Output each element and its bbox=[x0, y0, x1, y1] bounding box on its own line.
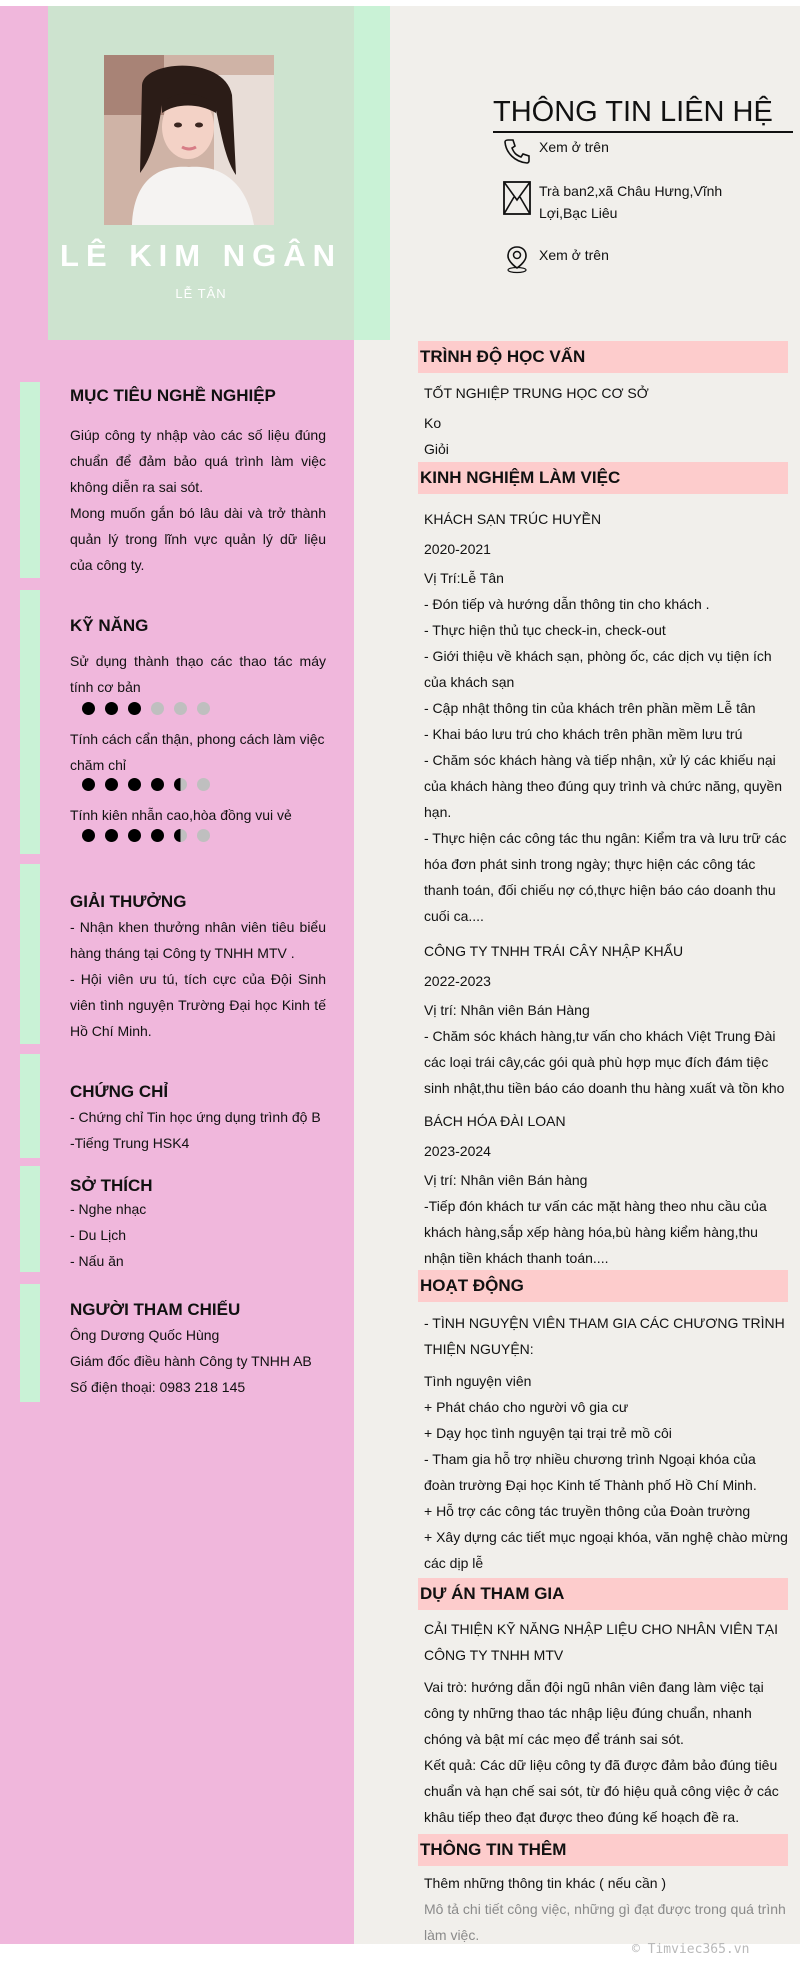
job-period: 2020-2021 bbox=[424, 541, 491, 557]
header-strip bbox=[354, 6, 390, 340]
rating-dot bbox=[174, 829, 187, 842]
activities-heading: HOẠT ĐỘNG bbox=[418, 1270, 788, 1302]
certificate-item-1: - Chứng chỉ Tin học ứng dụng trình độ B bbox=[70, 1109, 321, 1125]
activity-line: + Hỗ trợ các công tác truyền thông của Đoàn trường bbox=[424, 1503, 751, 1519]
location-pin-icon bbox=[502, 244, 532, 274]
contact-location: Xem ở trên bbox=[539, 247, 609, 263]
watermark: © Timviec365.vn bbox=[632, 1942, 750, 1957]
rating-dot bbox=[105, 702, 118, 715]
job-period: 2023-2024 bbox=[424, 1143, 491, 1159]
skill-label-3: Tính kiên nhẫn cao,hòa đồng vui vẻ bbox=[70, 807, 292, 823]
activity-line: + Phát cháo cho người vô gia cư bbox=[424, 1399, 629, 1415]
activity-line: Tình nguyện viên bbox=[424, 1373, 532, 1389]
award-item-2: - Hội viên ưu tú, tích cực của Đội Sinh viên tình nguyện Trường Đại học Kinh tế Hồ Chí Minh. bbox=[70, 971, 326, 1039]
job-detail: - Giới thiệu về khách sạn, phòng ốc, các dịch vụ tiện ích của khách sạn bbox=[424, 648, 772, 690]
reference-phone: Số điện thoại: 0983 218 145 bbox=[70, 1379, 246, 1395]
activity-line: + Xây dựng các tiết mục ngoại khóa, văn nghệ chào mừng các dịp lễ bbox=[424, 1529, 788, 1571]
section-accent-bar bbox=[20, 1284, 40, 1402]
project-name: CẢI THIỆN KỸ NĂNG NHẬP LIỆU CHO NHÂN VIÊN TẠI CÔNG TY TNHH MTV bbox=[424, 1621, 778, 1663]
education-school: TỐT NGHIỆP TRUNG HỌC CƠ SỞ bbox=[424, 385, 649, 401]
job-detail: - Chăm sóc khách hàng,tư vấn cho khách Việt Trung Đài các loại trái cây,các gói quà phù hợp mục đích đám tiệc sinh nhật,thu tiền báo cáo doanh thu hàng xuất và tồn kho bbox=[424, 1028, 785, 1096]
rating-dot bbox=[197, 829, 210, 842]
skill-rating-3 bbox=[82, 829, 210, 842]
contact-phone: Xem ở trên bbox=[539, 139, 609, 155]
job-period: 2022-2023 bbox=[424, 973, 491, 989]
rating-dot bbox=[128, 702, 141, 715]
contact-location-row bbox=[502, 244, 762, 274]
rating-dot bbox=[105, 778, 118, 791]
certificates-title: CHỨNG CHỈ bbox=[70, 1082, 169, 1101]
job-company: BÁCH HÓA ĐÀI LOAN bbox=[424, 1113, 566, 1129]
skill-label-1: Sử dụng thành thạo các thao tác máy tính cơ bản bbox=[70, 653, 326, 695]
experience-heading: KINH NGHIỆM LÀM VIỆC bbox=[418, 462, 788, 494]
extra-info-line-1: Thêm những thông tin khác ( nếu cần ) bbox=[424, 1875, 667, 1891]
section-accent-bar bbox=[20, 1166, 40, 1272]
objective-para-2: Mong muốn gắn bó lâu dài và trở thành quản lý trong lĩnh vực quản lý dữ liệu của công ty. bbox=[70, 505, 326, 573]
extra-info-line-2: Mô tả chi tiết công việc, những gì đạt được trong quá trình làm việc. bbox=[424, 1901, 786, 1943]
rating-dot bbox=[82, 778, 95, 791]
hobby-item-3: - Nấu ăn bbox=[70, 1253, 124, 1269]
avatar bbox=[104, 55, 274, 225]
skill-rating-1 bbox=[82, 702, 210, 715]
job-detail: - Thực hiện các công tác thu ngân: Kiểm tra và lưu trữ các hóa đơn phát sinh trong ngày; thực hiện các công tác thanh toán, đối chiếu nợ có,thực hiện báo cáo doanh thu cuối ca.... bbox=[424, 830, 787, 924]
job-position: Vị Trí:Lễ Tân bbox=[424, 570, 504, 586]
awards-title: GIẢI THƯỞNG bbox=[70, 892, 187, 911]
job-position: Vị trí: Nhân viên Bán hàng bbox=[424, 1172, 588, 1188]
rating-dot bbox=[174, 702, 187, 715]
rating-dot bbox=[128, 829, 141, 842]
section-accent-bar bbox=[20, 590, 40, 854]
candidate-role: LỄ TÂN bbox=[175, 286, 227, 301]
address-line-2: Lợi,Bạc Liêu bbox=[539, 205, 618, 221]
section-accent-bar bbox=[20, 864, 40, 1044]
section-accent-bar bbox=[20, 1054, 40, 1158]
objective-title: MỤC TIÊU NGHỀ NGHIỆP bbox=[70, 386, 276, 405]
job-detail: - Khai báo lưu trú cho khách trên phần mềm lưu trú bbox=[424, 726, 743, 742]
skills-title: KỸ NĂNG bbox=[70, 616, 149, 635]
address-line-1: Trà ban2,xã Châu Hưng,Vĩnh bbox=[539, 183, 723, 199]
rating-dot bbox=[197, 702, 210, 715]
hobby-item-1: - Nghe nhạc bbox=[70, 1201, 147, 1217]
reference-name: Ông Dương Quốc Hùng bbox=[70, 1327, 220, 1343]
job-company: KHÁCH SẠN TRÚC HUYỀN bbox=[424, 511, 602, 527]
job-company: CÔNG TY TNHH TRÁI CÂY NHẬP KHẨU bbox=[424, 943, 684, 959]
education-grade: Giỏi bbox=[424, 441, 449, 457]
candidate-name: LÊ KIM NGÂN bbox=[60, 238, 342, 273]
reference-position: Giám đốc điều hành Công ty TNHH AB bbox=[70, 1353, 312, 1369]
skill-rating-2 bbox=[82, 778, 210, 791]
hobby-item-2: - Du Lịch bbox=[70, 1227, 127, 1243]
rating-dot bbox=[105, 829, 118, 842]
rating-dot bbox=[151, 702, 164, 715]
project-role: Vai trò: hướng dẫn đội ngũ nhân viên đang làm việc tại công ty những thao tác nhập liệu đúng chuẩn, nhanh chóng và bật mí các mẹo để tránh sai sót. bbox=[424, 1679, 764, 1747]
certificate-item-2: -Tiếng Trung HSK4 bbox=[70, 1135, 190, 1151]
education-heading: TRÌNH ĐỘ HỌC VẤN bbox=[418, 341, 788, 373]
objective-para-1: Giúp công ty nhập vào các số liệu đúng chuẩn để đảm bảo quá trình làm việc không diễn ra sai sót. bbox=[70, 427, 326, 495]
rating-dot bbox=[151, 829, 164, 842]
contact-address-row bbox=[502, 180, 762, 224]
job-position: Vị trí: Nhân viên Bán Hàng bbox=[424, 1002, 590, 1018]
contact-address bbox=[539, 180, 722, 224]
mail-icon bbox=[502, 180, 532, 216]
project-result: Kết quả: Các dữ liệu công ty đã được đảm bảo đúng tiêu chuẩn và hạn chế sai sót, từ đó hiệu quả công việc ở các khâu tiếp theo đạt được theo đúng kế hoạch đề ra. bbox=[424, 1757, 779, 1825]
phone-icon bbox=[502, 136, 532, 166]
rating-dot bbox=[82, 829, 95, 842]
hobbies-title: SỞ THÍCH bbox=[70, 1176, 153, 1195]
section-accent-bar bbox=[20, 382, 40, 578]
job-detail: - Thực hiện thủ tục check-in, check-out bbox=[424, 622, 666, 638]
rating-dot bbox=[82, 702, 95, 715]
job-detail: - Đón tiếp và hướng dẫn thông tin cho khách . bbox=[424, 596, 710, 612]
contact-phone-row bbox=[502, 136, 762, 166]
rating-dot bbox=[197, 778, 210, 791]
job-detail: - Chăm sóc khách hàng và tiếp nhận, xử lý các khiếu nại của khách hàng theo đúng quy trình và chức năng, quyền hạn. bbox=[424, 752, 783, 820]
contact-title: THÔNG TIN LIÊN HỆ bbox=[493, 96, 793, 133]
rating-dot bbox=[174, 778, 187, 791]
references-title: NGƯỜI THAM CHIẾU bbox=[70, 1300, 241, 1319]
portrait-image bbox=[104, 55, 274, 225]
rating-dot bbox=[151, 778, 164, 791]
award-item-1: - Nhận khen thưởng nhân viên tiêu biểu hàng tháng tại Công ty TNHH MTV . bbox=[70, 919, 326, 961]
activity-line: - Tham gia hỗ trợ nhiều chương trình Ngoại khóa của đoàn trường Đại học Kinh tế Thành phố Hồ Chí Minh. bbox=[424, 1451, 757, 1493]
job-detail: -Tiếp đón khách tư vấn các mặt hàng theo nhu cầu của khách hàng,sắp xếp hàng hóa,bù hàng kiểm hàng,thu nhận tiền khách thanh toán.... bbox=[424, 1198, 767, 1266]
extra-info-heading: THÔNG TIN THÊM bbox=[418, 1834, 788, 1866]
projects-heading: DỰ ÁN THAM GIA bbox=[418, 1578, 788, 1610]
skill-label-2: Tính cách cẩn thận, phong cách làm việc chăm chỉ bbox=[70, 731, 325, 773]
rating-dot bbox=[128, 778, 141, 791]
activity-line: + Dạy học tình nguyện tại trại trẻ mồ côi bbox=[424, 1425, 672, 1441]
education-major: Ko bbox=[424, 415, 442, 431]
job-detail: - Cập nhật thông tin của khách trên phần mềm Lễ tân bbox=[424, 700, 756, 716]
activity-line: - TÌNH NGUYỆN VIÊN THAM GIA CÁC CHƯƠNG TRÌNH THIỆN NGUYỆN: bbox=[424, 1315, 785, 1357]
